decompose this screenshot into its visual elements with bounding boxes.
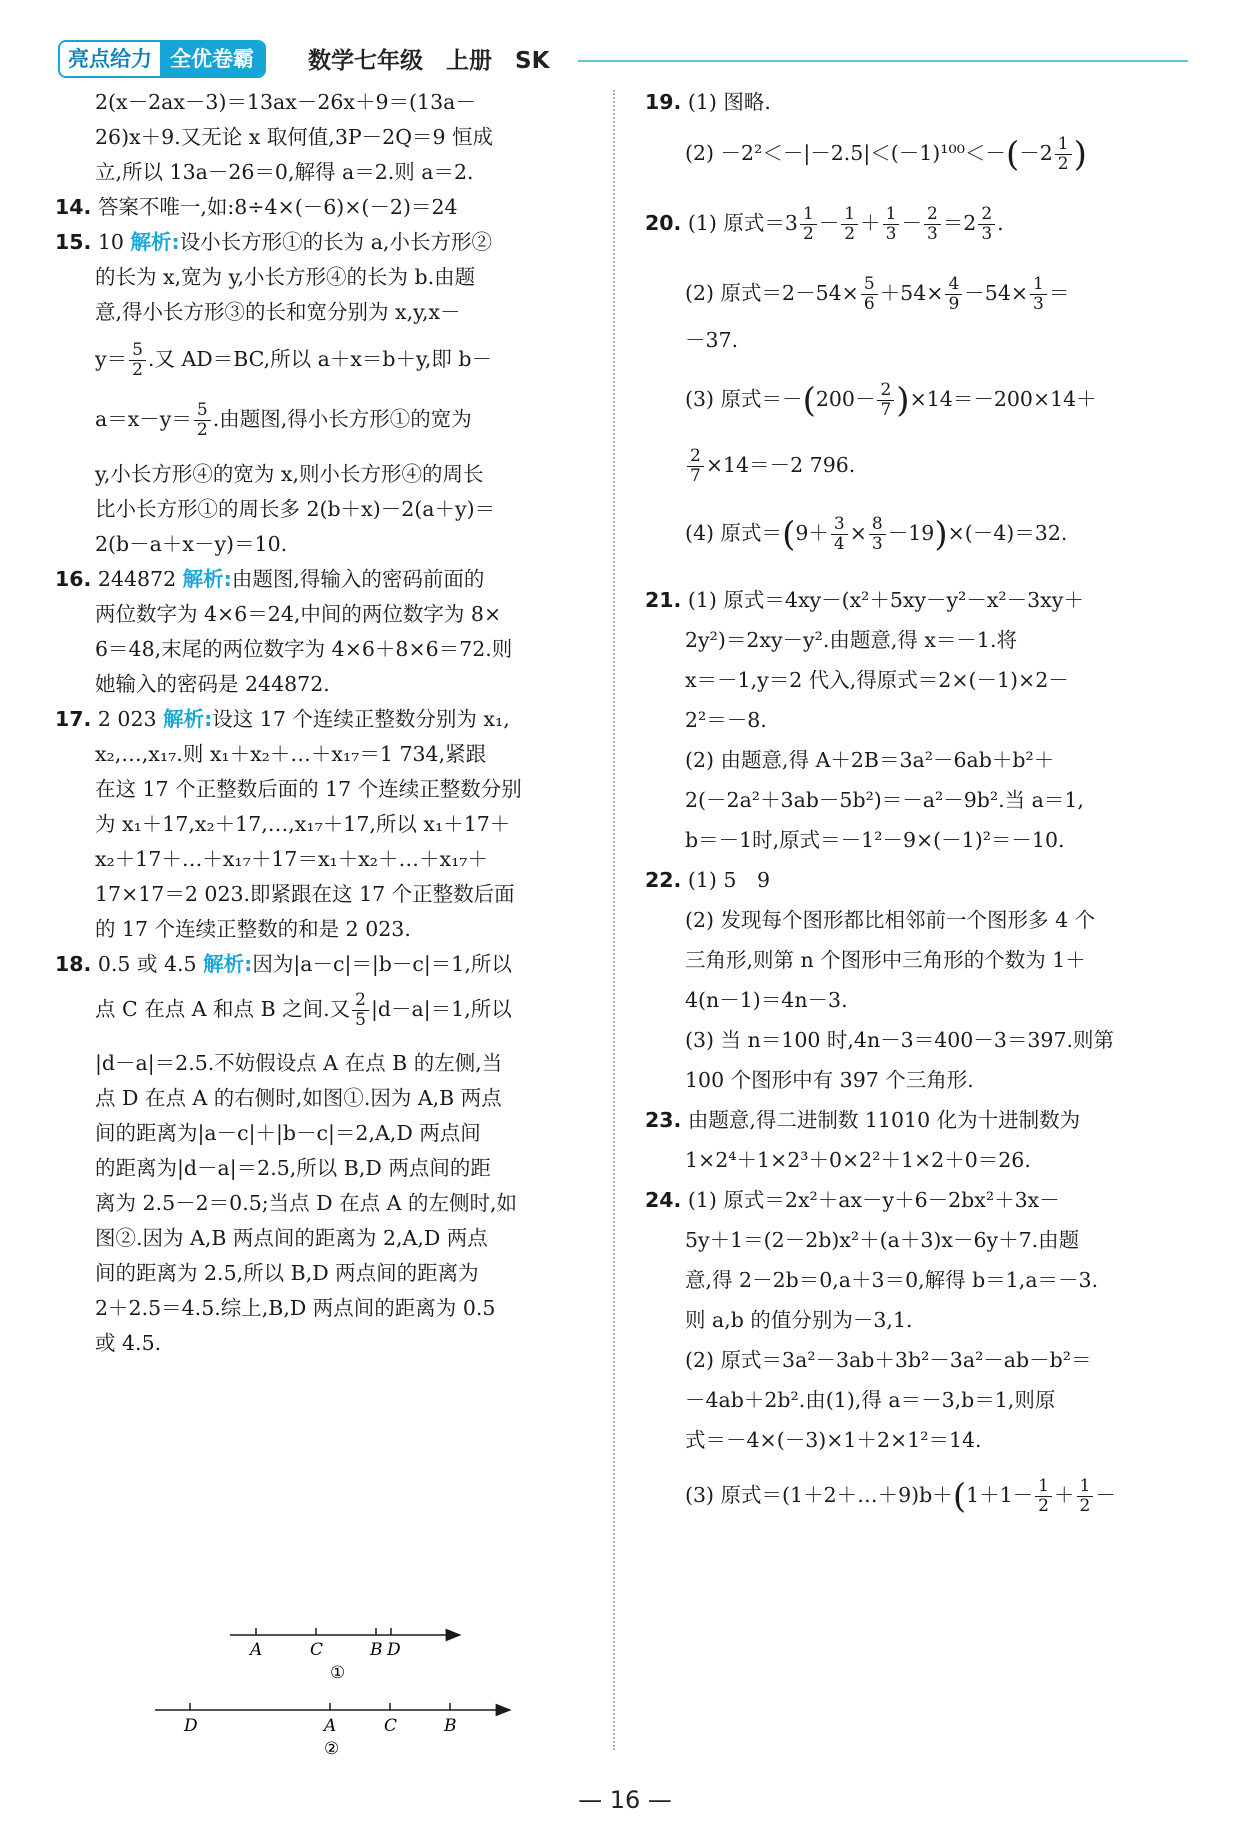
answer-text: －2	[1019, 141, 1053, 165]
fraction: $\frac{1}{2}$	[1077, 1477, 1094, 1516]
answer-text: (1) 原式＝2x²＋ax－y＋6－2bx²＋3x－	[687, 1188, 1060, 1212]
answer-text: a＝x－y＝	[95, 407, 192, 431]
figure-caption: ①	[330, 1663, 346, 1683]
page-header	[58, 38, 1188, 78]
point-label: D	[387, 1640, 401, 1660]
fraction: $\frac{1}{3}$	[883, 205, 900, 244]
answer-text: －54×	[964, 281, 1029, 305]
answer-line: x₂＋17＋…＋x₁₇＋17＝x₁＋x₂＋…＋x₁₇＋	[95, 847, 489, 871]
operator: －	[818, 211, 840, 235]
column-divider	[613, 90, 615, 1750]
fraction: $\frac{2}{3}$	[978, 205, 995, 244]
question-number: 22.	[645, 868, 682, 892]
answer-line: 的距离为|d－a|＝2.5,所以 B,D 两点间的距	[95, 1156, 491, 1180]
answer-text: y＝	[95, 347, 128, 371]
answer-line: 或 4.5.	[95, 1331, 162, 1355]
book-title: 数学七年级 上册 SK	[308, 48, 550, 74]
point-label: D	[184, 1716, 198, 1736]
answer-line: 100 个图形中有 397 个三角形.	[685, 1068, 974, 1092]
answer-text: －19	[887, 521, 935, 545]
fraction: $\frac{5}{6}$	[861, 275, 878, 314]
answer-line: (2) 发现每个图形都比相邻前一个图形多 4 个	[685, 908, 1096, 932]
answer-line: 1×2⁴＋1×2³＋0×2²＋1×2＋0＝26.	[685, 1148, 1031, 1172]
point-label: A	[324, 1716, 337, 1736]
answer-text: －	[1095, 1483, 1116, 1507]
fraction: $\frac{2}{3}$	[924, 205, 941, 244]
figure-caption: ②	[324, 1739, 340, 1759]
paren: )	[896, 380, 910, 421]
page-number: — 16 —	[578, 1786, 672, 1814]
answer-line	[95, 401, 472, 440]
question-14	[55, 192, 458, 222]
answer-line: 式＝－4×(－3)×1＋2×1²＝14.	[685, 1428, 982, 1452]
answer-line	[685, 381, 1097, 420]
answer-line: 6＝48,末尾的两位数字为 4×6＋8×6＝72.则	[95, 637, 513, 661]
answer-line: －4ab＋2b².由(1),得 a＝－3,b＝1,则原	[685, 1388, 1056, 1412]
fraction: $\frac{1}{3}$	[1030, 275, 1047, 314]
answer-line: 三角形,则第 n 个图形中三角形的个数为 1＋	[685, 948, 1086, 972]
answer-line: 立,所以 13a－26＝0,解得 a＝2.则 a＝2.	[95, 160, 474, 184]
answer-line	[685, 275, 1069, 314]
question-15	[55, 227, 492, 257]
answer-line: 5y＋1＝(2－2b)x²＋(a＋3)x－6y＋7.由题	[685, 1228, 1080, 1252]
fraction: $\frac{1}{2}$	[841, 205, 858, 244]
point-label: C	[384, 1716, 398, 1736]
header-rule	[578, 60, 1188, 62]
answer-text: ＋54×	[879, 281, 944, 305]
answer-line: 她输入的密码是 244872.	[95, 672, 330, 696]
answer-line: 则 a,b 的值分别为－3,1.	[685, 1308, 913, 1332]
answer-line: 离为 2.5－2＝0.5;当点 D 在点 A 的左侧时,如	[95, 1191, 517, 1215]
analysis-label: 解析:	[182, 567, 232, 591]
answer-value: 2 023	[97, 707, 157, 731]
answer-line: 4(n－1)＝4n－3.	[685, 988, 848, 1012]
fraction: $\frac{1}{2}$	[1035, 1477, 1052, 1516]
operator: －	[901, 211, 922, 235]
question-number: 16.	[55, 567, 92, 591]
answer-text: (2) －2²＜－|－2.5|＜(－1)¹⁰⁰＜－	[685, 141, 1006, 165]
answer-text: 点 C 在点 A 和点 B 之间.又	[95, 997, 351, 1021]
answer-line: 的长为 x,宽为 y,小长方形④的长为 b.由题	[95, 265, 476, 289]
fraction: $\frac{3}{4}$	[831, 515, 848, 554]
point-label: B	[444, 1716, 457, 1736]
question-16	[55, 564, 484, 594]
answer-line: 2(x－2ax－3)＝13ax－26x＋9＝(13a－	[95, 90, 476, 114]
answer-line: 在这 17 个正整数后面的 17 个连续正整数分别	[95, 777, 522, 801]
answer-text: ＝	[1048, 281, 1070, 305]
paren: )	[934, 514, 948, 555]
answer-text: ×	[849, 521, 867, 545]
answer-line: (3) 当 n＝100 时,4n－3＝400－3＝397.则第	[685, 1028, 1115, 1052]
answer-line: 2y²)＝2xy－y².由题意,得 x＝－1.将	[685, 628, 1017, 652]
question-number: 15.	[55, 230, 92, 254]
paren: (	[1005, 134, 1020, 175]
analysis-label: 解析:	[163, 707, 213, 731]
question-number: 18.	[55, 952, 92, 976]
answer-value: 244872	[97, 567, 177, 591]
answer-line: 点 D 在点 A 的右侧时,如图①.因为 A,B 两点	[95, 1086, 502, 1110]
answer-text: (1) 原式＝4xy－(x²＋5xy－y²－x²－3xy＋	[687, 588, 1084, 612]
answer-line: 意,得小长方形③的长和宽分别为 x,y,x－	[95, 300, 461, 324]
answer-text: (1) 原式＝3	[687, 211, 798, 235]
answer-text: (3) 原式＝(1＋2＋…＋9)b＋	[685, 1483, 953, 1507]
paren: (	[952, 1476, 967, 1517]
answer-line: x₂,…,x₁₇.则 x₁＋x₂＋…＋x₁₇＝1 734,紧跟	[95, 742, 487, 766]
answer-line: b＝－1时,原式＝－1²－9×(－1)²＝－10.	[685, 828, 1065, 852]
fraction: $\frac{1}{2}$	[800, 205, 817, 244]
answer-line: (2) 原式＝3a²－3ab＋3b²－3a²－ab－b²＝	[685, 1348, 1092, 1372]
question-number: 21.	[645, 588, 682, 612]
answer-value: 0.5 或 4.5	[97, 952, 197, 976]
paren: (	[802, 380, 816, 421]
answer-line	[685, 515, 1067, 554]
fraction: $\frac{1}{2}$	[1055, 135, 1072, 174]
fraction: $\frac{2}{5}$	[352, 991, 369, 1030]
answer-line: 2(b－a＋x－y)＝10.	[95, 532, 288, 556]
answer-line: 两位数字为 4×6＝24,中间的两位数字为 8×	[95, 602, 502, 626]
question-20: 20. (1) 原式＝3 $\frac{1}{2}$ － $\frac{1}{2}$ ＋ $\frac{1}{3}$ － $\frac{2}{3}$ ＝2 $\frac{2}{3}$ .	[645, 204, 1004, 244]
answer-line: x＝－1,y＝2 代入,得原式＝2×(－1)×2－	[685, 668, 1069, 692]
brand-left: 亮点给力	[60, 42, 160, 76]
answer-line: 间的距离为|a－c|＋|b－c|＝2,A,D 两点间	[95, 1121, 481, 1145]
fraction: $\frac{2}{7}$	[687, 447, 704, 486]
question-19	[645, 87, 771, 117]
point-label: C	[310, 1640, 324, 1660]
question-18	[55, 949, 512, 979]
answer-text: 设这 17 个连续正整数分别为 x₁,	[212, 707, 510, 731]
number-line-figure	[150, 1620, 550, 1770]
analysis-label: 解析:	[203, 952, 253, 976]
answer-text: (1) 图略.	[687, 90, 771, 114]
question-number: 14.	[55, 195, 92, 219]
answer-text: (3) 原式＝－	[685, 387, 803, 411]
answer-text: |d－a|＝1,所以	[371, 997, 512, 1021]
brand-logo	[58, 40, 266, 78]
paren: (	[782, 514, 796, 555]
operator: ＋	[860, 211, 881, 235]
answer-line: －37.	[685, 328, 739, 352]
answer-line: 间的距离为 2.5,所以 B,D 两点间的距离为	[95, 1261, 479, 1285]
question-17	[55, 704, 510, 734]
answer-text: ×(－4)＝32.	[947, 521, 1068, 545]
answer-value: 10	[97, 230, 124, 254]
question-number: 17.	[55, 707, 92, 731]
answer-line: 2²＝－8.	[685, 708, 767, 732]
answer-line: |d－a|＝2.5.不妨假设点 A 在点 B 的左侧,当	[95, 1051, 503, 1075]
answer-text: ×14＝－200×14＋	[909, 387, 1097, 411]
question-21	[645, 585, 1084, 615]
fraction: $\frac{2}{7}$	[877, 381, 894, 420]
analysis-label: 解析:	[130, 230, 180, 254]
fraction: $\frac{8}{3}$	[869, 515, 886, 554]
answer-text: .由题图,得小长方形①的宽为	[212, 407, 472, 431]
answer-line: 2＋2.5＝4.5.综上,B,D 两点间的距离为 0.5	[95, 1296, 496, 1320]
question-number: 24.	[645, 1188, 682, 1212]
answer-text: .又 AD＝BC,所以 a＋x＝b＋y,即 b－	[147, 347, 493, 371]
answer-line: (2) 由题意,得 A＋2B＝3a²－6ab＋b²＋	[685, 748, 1055, 772]
question-24	[645, 1185, 1060, 1215]
answer-text: (4) 原式＝	[685, 521, 783, 545]
answer-text: (1) 5 9	[687, 868, 770, 892]
answer-text: 由题意,得二进制数 11010 化为十进制数为	[687, 1108, 1081, 1132]
answer-text: ×14＝－2 796.	[705, 453, 856, 477]
question-23	[645, 1105, 1080, 1135]
answer-text: 由题图,得输入的密码前面的	[231, 567, 485, 591]
fraction: $\frac{5}{2}$	[194, 401, 211, 440]
answer-line: 比小长方形①的周长多 2(b＋x)－2(a＋y)＝	[95, 497, 496, 521]
brand-right: 全优卷霸	[160, 42, 264, 76]
question-number: 23.	[645, 1108, 682, 1132]
answer-line	[95, 991, 512, 1030]
question-number: 19.	[645, 90, 682, 114]
answer-line: 2(－2a²＋3ab－5b²)＝－a²－9b².当 a＝1,	[685, 788, 1084, 812]
fraction: $\frac{4}{9}$	[945, 275, 962, 314]
question-number: 20.	[645, 211, 682, 235]
answer-text: 答案不唯一,如:8÷4×(－6)×(－2)＝24	[97, 195, 458, 219]
answer-line: 的 17 个连续正整数的和是 2 023.	[95, 917, 411, 941]
answer-text: 因为|a－c|＝|b－c|＝1,所以	[252, 952, 512, 976]
answer-line	[685, 135, 1087, 174]
answer-line: 图②.因为 A,B 两点间的距离为 2,A,D 两点	[95, 1226, 488, 1250]
answer-line	[95, 341, 492, 380]
answer-text: 200－	[815, 387, 876, 411]
answer-text: (2) 原式＝2－54×	[685, 281, 859, 305]
answer-text: 9＋	[795, 521, 829, 545]
answer-text: 1＋1－	[966, 1483, 1034, 1507]
answer-text: ＋	[1054, 1483, 1075, 1507]
answer-line	[685, 447, 855, 486]
point-label: B	[370, 1640, 383, 1660]
answer-line	[685, 1477, 1116, 1516]
answer-text: 设小长方形①的长为 a,小长方形②	[179, 230, 492, 254]
fraction: $\frac{5}{2}$	[129, 341, 146, 380]
answer-line: 26)x＋9.又无论 x 取何值,3P－2Q＝9 恒成	[95, 125, 494, 149]
paren: )	[1073, 134, 1087, 175]
answer-line: 为 x₁＋17,x₂＋17,…,x₁₇＋17,所以 x₁＋17＋	[95, 812, 511, 836]
answer-line: y,小长方形④的宽为 x,则小长方形④的周长	[95, 462, 484, 486]
question-22	[645, 865, 770, 895]
answer-line: 意,得 2－2b＝0,a＋3＝0,解得 b＝1,a＝－3.	[685, 1268, 1099, 1292]
answer-line: 17×17＝2 023.即紧跟在这 17 个正整数后面	[95, 882, 515, 906]
point-label: A	[250, 1640, 263, 1660]
